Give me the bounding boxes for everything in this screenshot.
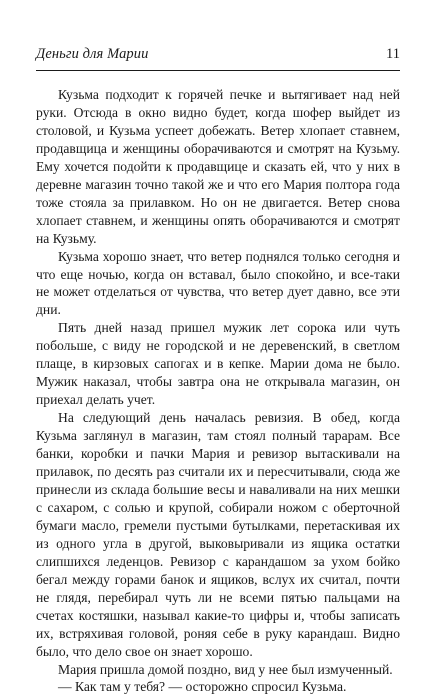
body-text (36, 86, 400, 696)
paragraph: Кузьма подходит к горячей печке и вытягивает над ней руки. Отсюда в окно видно будет, когда шофер выйдет из столовой, и Кузьма успеет добежать. Ветер хлопает ставнем, продавщица и женщины оборачиваются и смотрят на Кузьму. Ему хочется подойти к продавщице и сказать ей, что у них в деревне магазин точно такой же и что его Мария полтора года тоже стояла за прилавком. Но он не двигается. Ветер снова хлопает ставнем, и женщины опять оборачиваются и смотрят на Кузьму. (36, 87, 400, 246)
page-number: 11 (386, 46, 400, 62)
book-title: Деньги для Марии (36, 46, 149, 62)
paragraph: Мария пришла домой поздно, вид у нее был измученный. (58, 661, 393, 677)
header-rule (36, 70, 400, 71)
running-head (36, 46, 400, 68)
paragraph: Кузьма хорошо знает, что ветер поднялся только сегодня и что еще ночью, когда он вставал, было спокойно, и все-таки не может отделаться от чувства, что ветер дует давно, все эти дни. (36, 248, 400, 318)
paragraph: Пять дней назад пришел мужик лет сорока или чуть побольше, с виду не городской и не деревенский, в светлом плаще, в кирзовых сапогах и в кепке. Марии дома не было. Мужик наказал, чтобы завтра она не открывала магазин, он приехал делать учет. (36, 320, 400, 408)
paragraph: На следующий день началась ревизия. В обед, когда Кузьма заглянул в магазин, там стоял полный тарарам. Все банки, коробки и пачки Мария и ревизор вытаскивали на прилавок, по десять раз считали их и пересчитывали, сюда же принесли из склада большие весы и наваливали на них мешки с сахаром, с солью и крупой, собирали ножом с оберточной бумаги масло, гремели пустыми бутылками, перетаскивая их из одного угла в другой, выковыривали из ящика остатки слипшихся леденцов. Ревизор с карандашом за ухом бойко бегал между горами банок и ящиков, вслух их считал, почти не глядя, перебирал чуть ли не всеми пятью пальцами на счетах костяшки, называл какие-то цифры и, чтобы записать их, встряхивая головой, роняя себе в руку карандаш. Видно было, что дело свое он знает хорошо. (36, 410, 400, 659)
paragraph: — Как там у тебя? — осторожно спросил Кузьма. (58, 679, 347, 695)
